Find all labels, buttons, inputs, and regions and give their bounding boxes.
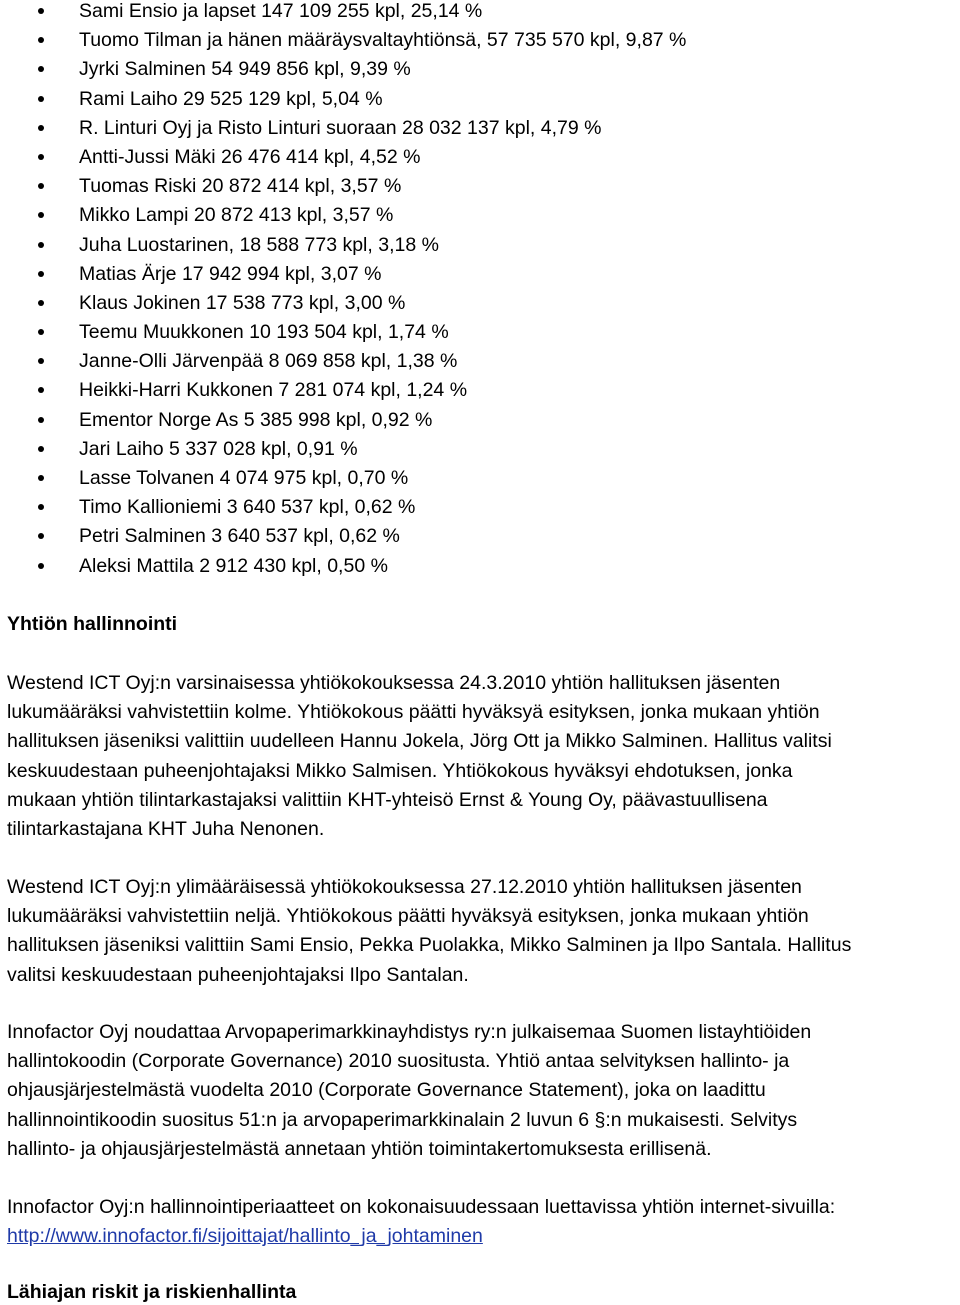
bullet-icon [38, 417, 44, 423]
shareholder-entry: Heikki-Harri Kukkonen 7 281 074 kpl, 1,24 % [79, 379, 468, 402]
shareholder-entry: Antti-Jussi Mäki 26 476 414 kpl, 4,52 % [79, 145, 421, 168]
list-item [0, 407, 960, 436]
shareholder-entry: Aleksi Mattila 2 912 430 kpl, 0,50 % [79, 554, 388, 577]
list-item [0, 348, 960, 377]
shareholder-entry: Klaus Jokinen 17 538 773 kpl, 3,00 % [79, 291, 406, 314]
bullet-icon [38, 475, 44, 481]
bullet-icon [38, 8, 44, 14]
shareholder-entry: Juha Luostarinen, 18 588 773 kpl, 3,18 % [79, 233, 439, 256]
paragraph-line: hallinnointikoodin suositus 51:n ja arvopaperimarkkinalain 2 luvun 6 §:n mukaisesti. Selvitys [7, 1108, 798, 1131]
bullet-icon [38, 66, 44, 72]
list-item [0, 377, 960, 406]
list-item [0, 202, 960, 231]
bullet-icon [38, 358, 44, 364]
paragraph-line: hallituksen jäseniksi valittiin uudelleen Hannu Jokela, Jörg Ott ja Mikko Salminen. Hallitus valitsi [7, 730, 832, 753]
paragraph-annual-meeting [7, 669, 955, 844]
paragraph-line: Westend ICT Oyj:n varsinaisessa yhtiökokouksessa 24.3.2010 yhtiön hallituksen jäsenten [7, 672, 781, 694]
list-item [0, 319, 960, 348]
shareholder-entry: Lasse Tolvanen 4 074 975 kpl, 0,70 % [79, 467, 409, 489]
paragraph-line: valitsi keskuudestaan puheenjohtajaksi Ilpo Santalan. [7, 963, 469, 986]
list-item [0, 86, 960, 115]
list-item [0, 0, 960, 27]
shareholder-entry: Petri Salminen 3 640 537 kpl, 0,62 % [79, 525, 400, 548]
bullet-icon [38, 242, 44, 248]
paragraph-line: Innofactor Oyj noudattaa Arvopaperimarkkinayhdistys ry:n julkaisemaa Suomen listayhtiöiden [7, 1021, 812, 1043]
list-item [0, 553, 960, 582]
list-item [0, 494, 960, 523]
bullet-icon [38, 387, 44, 393]
bullet-icon [38, 563, 44, 569]
bullet-icon [38, 504, 44, 510]
paragraph-line: lukumääräksi vahvistettiin kolme. Yhtiökokous päätti hyväksyä esityksen, jonka mukaan yhtiön [7, 701, 820, 724]
paragraph-line: mukaan yhtiön tilintarkastajaksi valittiin KHT-yhteisö Ernst & Young Oy, päävastuullisena [7, 788, 768, 811]
list-item [0, 232, 960, 261]
shareholder-entry: R. Linturi Oyj ja Risto Linturi suoraan 28 032 137 kpl, 4,79 % [79, 116, 602, 139]
shareholder-entry: Ementor Norge As 5 385 998 kpl, 0,92 % [79, 408, 433, 431]
paragraph-line: lukumääräksi vahvistettiin neljä. Yhtiökokous päätti hyväksyä esityksen, jonka mukaan yhtiön [7, 905, 809, 928]
bullet-icon [38, 533, 44, 539]
shareholder-entry: Teemu Muukkonen 10 193 504 kpl, 1,74 % [79, 321, 449, 344]
shareholder-entry: Janne-Olli Järvenpää 8 069 858 kpl, 1,38 % [79, 350, 458, 373]
paragraph-line: hallituksen jäseniksi valittiin Sami Ensio, Pekka Puolakka, Mikko Salminen ja Ilpo Santala. Hallitus [7, 934, 852, 957]
bullet-icon [38, 329, 44, 335]
list-item [0, 144, 960, 173]
paragraph-line: keskuudestaan puheenjohtajaksi Mikko Salmisen. Yhtiökokous hyväksyi ehdotuksen, jonka [7, 759, 793, 782]
paragraph-line: hallintokoodin (Corporate Governance) 2010 suositusta. Yhtiö antaa selvityksen hallinto- ja [7, 1050, 790, 1073]
bullet-icon [38, 125, 44, 131]
shareholder-entry: Matias Ärje 17 942 994 kpl, 3,07 % [79, 262, 382, 285]
shareholder-entry: Jyrki Salminen 54 949 856 kpl, 9,39 % [79, 58, 411, 81]
paragraph-governance-principles [7, 1193, 955, 1251]
bullet-icon [38, 212, 44, 218]
paragraph-line: Westend ICT Oyj:n ylimääräisessä yhtiökokouksessa 27.12.2010 yhtiön hallituksen jäsenten [7, 876, 802, 898]
paragraph-line: Innofactor Oyj:n hallinnointiperiaatteet on kokonaisuudessaan luettavissa yhtiön internet-sivuilla: [7, 1196, 836, 1218]
list-item [0, 290, 960, 319]
shareholder-entry: Rami Laiho 29 525 129 kpl, 5,04 % [79, 87, 383, 110]
shareholder-entry: Timo Kallioniemi 3 640 537 kpl, 0,62 % [79, 496, 416, 519]
list-item [0, 261, 960, 290]
paragraph-line: hallinto- ja ohjausjärjestelmästä annetaan yhtiön toimintakertomuksesta erillisenä. [7, 1137, 712, 1160]
bullet-icon [38, 154, 44, 160]
paragraph-line: ohjausjärjestelmästä vuodelta 2010 (Corporate Governance Statement), joka on laadittu [7, 1079, 766, 1102]
shareholder-entry: Tuomas Riski 20 872 414 kpl, 3,57 % [79, 175, 402, 198]
list-item [0, 465, 960, 494]
bullet-icon [38, 271, 44, 277]
governance-heading: Yhtiön hallinnointi [7, 613, 178, 635]
list-item [0, 115, 960, 144]
bullet-icon [38, 300, 44, 306]
list-item [0, 173, 960, 202]
list-item [0, 27, 960, 56]
shareholder-list [0, 0, 960, 582]
governance-link[interactable]: http://www.innofactor.fi/sijoittajat/hallinto_ja_johtaminen [7, 1225, 483, 1248]
paragraph-line: tilintarkastajana KHT Juha Nenonen. [7, 817, 325, 840]
shareholder-entry: Jari Laiho 5 337 028 kpl, 0,91 % [79, 437, 358, 460]
list-item [0, 56, 960, 85]
risks-heading: Lähiajan riskit ja riskienhallinta [7, 1281, 297, 1303]
list-item [0, 523, 960, 552]
bullet-icon [38, 96, 44, 102]
list-item [0, 436, 960, 465]
shareholder-entry: Tuomo Tilman ja hänen määräysvaltayhtiönsä, 57 735 570 kpl, 9,87 % [79, 29, 687, 52]
shareholder-entry: Sami Ensio ja lapset 147 109 255 kpl, 25,14 % [79, 0, 483, 22]
paragraph-governance-code [7, 1018, 955, 1164]
bullet-icon [38, 183, 44, 189]
shareholder-entry: Mikko Lampi 20 872 413 kpl, 3,57 % [79, 204, 394, 227]
bullet-icon [38, 446, 44, 452]
bullet-icon [38, 37, 44, 43]
paragraph-extraordinary-meeting [7, 873, 955, 990]
